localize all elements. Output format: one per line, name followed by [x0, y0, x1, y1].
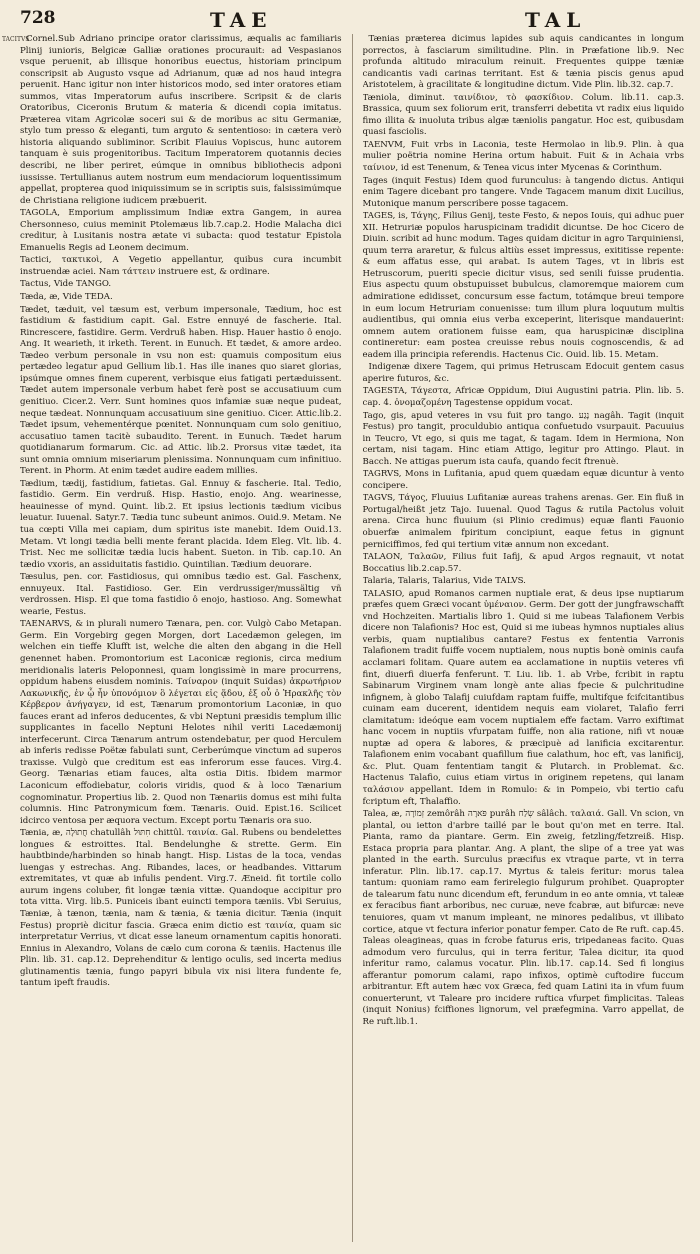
entry-paragraph: Talea, æ, זְמוֹרָה zemôrâh פֹּארָה purâh שְׂלַח sâlâch. ταλαιά. Gall. Vn scion, vn plantal, ou ietton d'arbre taillé par le bout qu'on met en terre. Ital. Pianta, ramo da piantare. Germ. Ein zweig, fetzling/fetzreiß. Hisp. Estaca propria para plantar. Ang. A plant, the slipe of a tree yat was planted in the earth. Surculus præcifus ex vtraque parte, vt in terra inferatur. Plin. lib.17. cap.17. Myrtus & taleis feritur: morus talea tantum: quoniam ramo eam ferirelegio fulgurum prohibet. Quapropter de talearum fatu nunc dicendum eft, ferundum in eo ante omnia, vt taleæ ex feracibus fiant arboribus, nec curuæ, neve fcabræ, aut bifurcæ: neve tenuiores, quam vt manum impleant, ne minores pedalibus, vt illibato cortice, atque vt fectura inferior ponatur femper. Cato de Re ruft. cap.45. Taleas oleagineas, quas in fcrobe faturus eris, tripedaneas facito. Quas admodum vero furculus, qui in terra feritur, Talea dicitur, ita quod inferitur ramo, calamus vocatur. Plin. lib.17. cap.14. Sed fi longius afferantur pomorum calami, rapo infixos, optimè cuftodire fuccum arbitrantur. Eft autem hæc vox Græca, fed quam Latini ita in vfum fuum conuerterunt, vt Taleare pro incidere ruftica vfurpet fimplicitas. Taleas (inquit Nonius) fciffiones lignorum, vel præfegmina. Varro appellat, de Re ruft.lib.1.	[362, 809, 684, 1027]
entry-paragraph: Tactici, τακτικοὶ, A Vegetio appellantur, quibus cura incumbit instruendæ aciei. Nam τάττειν instruere est, & ordinare.	[20, 255, 342, 277]
entry-paragraph: Tænia, æ, חֲתוּלָה chatullâh חִתּוּל chittûl. ταινία. Gal. Rubens ou bendelettes longues & estroittes. Ital. Bendelunghe & strette. Germ. Ein haubtbinde/harbinden so hinab hangt. Hisp. Listas de la toca, vendas luengas y estrechas. Ang. Ribandes, laces, or headbandes. Vittarum extremitates, vt quæ ab infulis pendent. Virg.7. Æneid. fit tortile collo aurum ingens coluber, fit longæ tænia vittæ. Quandoque accipitur pro tota vitta. Virg. lib.5. Puniceis ibant euincti tempora tæniis. Vbi Seruius, Tæniæ, à tænon, tænia, nam & tænia, & tænia dicitur. Tænia (inquit Festus) propriè dicitur fascia. Græca enim dictio est ταινία, quam sic interpretatur Verrius, vt dicat esse laneum ornamentum capitis honorati. Ennius in Alexandro, Volans de cælo cum corona & tæniis. Hactenus ille Plin. lib. 31. cap.12. Deprehenditur & lentigo oculis, sed incerta medius glutinamentis tænia, fungo papyri bibula vix nisi litera fundente fe, tantum ipeft fraudis.	[20, 828, 342, 989]
page-header	[20, 8, 684, 34]
entry-paragraph: Tænias præterea dicimus lapides sub aquis candicantes in longum porrectos, à fasciarum similitudine. Plin. in Præfatione lib.9. Nec profunda altitudo miraculum reinuit. Frequentes quippe tæniæ candicantis vadi carinas territant. Est & tænia piscis genus apud Aristotelem, à gracilitate & longitudine dictum. Vide Plin. lib.32. cap.7.	[362, 34, 684, 91]
entry-paragraph: TAGES, is, Τάγης, Filius Genij, teste Festo, & nepos Iouis, qui adhuc puer XII. Hetruriæ populos haruspicinam tradidit dicuntse. De hoc Cicero de Diuin. scribit ad hunc modum. Tages quidam dicitur in agro Tarquiniensi, quum terra araretur, & fulcus altiùs esset impressus, exititisse repente: & eum affatus esse, qui arabat. Is autem Tages, vt in libris est Hetruscorum, pueriti specie dicitur visus, sed senili fuisse prudentia. Eius aspectu quum obstupuisset bubulcus, clamoremque maiorem cum admiratione edidisset, concursum esse factum, totámque breui tempore in eum locum Hetruriam conuenisse: tum illum plura loquutum multis audientibus, qui omnia eius verba exceperint, literisque mandauerint: omnem autem orationem fuisse eam, qua haruspicinæ disciplina contineretur: eam postea creuisse rebus nouis cognoscendis, & ad eadem illa principia referendis. Hactenus Cic. Ouid. lib. 15. Metam.	[362, 211, 684, 360]
left-running-head: TAE	[210, 8, 273, 32]
entry-paragraph: TAENVM, Fuit vrbs in Laconia, teste Hermolao in lib.9. Plin. à qua mulier poëtria nomine Herina ortum habuit. Fuit & in Achaia vrbs ταίνιον, id est Tenenum, & Tenea vicus inter Mycenas & Corinthum.	[362, 139, 684, 174]
entry-paragraph: TALASIO, apud Romanos carmen nuptiale erat, & deus ipse nuptiarum præfes quem Græci vocant ὑμέναιον. Germ. Der gott der jungfrawschafft vnd Hochzeiten. Martialis libro 1. Quid si me iubeas Talafionem Verbis dicere non Talafionis? Hoc est, Quid si me iubeas hymnos nuptiales alius verbis, quam nuptialibus cantare? Festus ex fententia Varronis Talafionem tradit fuiffe vocem nuptialem, nous nuptis bonè ominis caufa acclamari folitam. Quare autem ea acclamatione in nuptiis veteres vfi fint, diuerfi diuerfa fenferunt. T. Liu. lib. 1. ab Vrbe, fcribit in raptu Sabinarum Virginem vnam longè ante alias fpecie & pulchritudine infignem, à globo Talafij cuiufdam raptam fuiffe, multifque fcifcitantibus cuinam eam ducerent, identidem nequis eam violaret, Talafio ferri clamitatum: ideóque eam vocem nuptialem effe factam. Varro exiftimat hanc vocem in nuptiis vfurpatam fuiffe, non alia ratione, nifi vt nouæ nuptæ ad opera & labores, & præcipuè ad lanificia excitarentur. Talafionem enim vocabant quafillum fiue calathum, hoc eft, vas lanificij, &c. Plut. Quam fententiam tangit & Plutarch. in Problemat. &c. Hactenus Talafio, cuius etiam virtus in originem repetens, qui lanam ταλάσιον appellant. Idem in Romulo: & in Pompeio, vbi tertio cafu fcriptum eft, Thalaffio.	[362, 588, 684, 807]
margin-note: TACITVS	[2, 36, 30, 43]
left-column	[20, 34, 342, 1242]
entry-paragraph: Cornel.Sub Adriano principe orator clarissimus, æqualis ac familiaris Plinij iunioris, Belgicæ Galliæ orationes procurauit: ad Vespasianos vsque peruenit, ab illisque honoribus euectus, historiam principum conscripsit ab Augusto vsque ad Adrianum, quæ ad nos haud integra peruenit. Hanc igitur non inter historicos modo, sed inter oratores etiam summos, vitas Imperatorum aufus inscribere. Scripsit & de claris Oratoribus, Ciceronis Brutum & materia & dicendi copia imitatus. Præterea vitam Agricolæ soceri sui & de moribus ac situ Germaniæ, stylo tum presso & eleganti, tum arguto & sententioso: in cætera verò historia aliquando subliminor. Scribit Flauius Vopiscus, hunc autorem tanquam è suis progenitoribus. Tacitum Imperatorem quotannis decies describi, ne liber periret, eúmque in omnibus bibliothecis adponi iussisse. Tertullianus autem nostrum eum mendaciorum loquentissimum appellat, propterea quod iniquissimum se in scriptis suis, falsissimúmque de Christiana religione iudicem præbuerit.	[20, 34, 342, 206]
column-divider	[352, 34, 353, 1242]
entry-paragraph: TAGOLA, Emporium amplissimum Indiæ extra Gangem, in aurea Chersonneso, cuius meminit Ptolemæus lib.7.cap.2. Hodie Malacha dici creditur, à Lusitanis nostra ætate vi subacta: quod testatur Epistola Emanuelis Regis ad Leonem decimum.	[20, 208, 342, 253]
entry-paragraph: Tæniola, diminut. ταινίδιον, τὸ φασκίδιον. Colum. lib.11. cap.3. Brassica, quum sex foliorum erit, transferri debetita vt radix eius liquido fimo illita & inuoluta tribus algæ tæniolis pangatur. Hoc est, quibusdam quasi fasciolis.	[362, 92, 684, 138]
entry-paragraph: TAGRVS, Mons in Lufitania, apud quem quædam equæ dicuntur à vento concipere.	[362, 469, 684, 491]
entry-paragraph: Tactus, Vide TANGO.	[20, 279, 112, 290]
entry-paragraph: Tædet, tæduit, vel tæsum est, verbum impersonale, Tædium, hoc est fastidium & fastidium capit. Gal. Estre ennuyé de fascherie. Ital. Rincrescere, fastidire. Germ. Verdruß haben. Hisp. Hauer hastio ô enojo. Ang. It wearieth, it irketh. Terent. in Eunuch. Et tædet, & amore ardeo. Tædeo verbum personale in vsu non est: quamuis compositum eius pertædeo legatur apud Gellium lib.1. Has ille inanes quo siaret glorias, ipsúmque omnes finem cuperent, verbisque eius fatigati pertæduissent. Tædet autem impersonale verbum habet ferè post se accusatiuum cum genitiuo. Cicer.2. Verr. Sunt homines quos infamiæ suæ neque pudeat, neque tædeat. Nonnunquam accusatiuum sine genitiuo. Cicer. Attic.lib.2. Tædet ipsum, vehementérque pœnitet. Nonnunquam cum solo genitiuo, accusatiuo tamen tacitè subaudito. Terent. in Eunuch. Tædet harum quotidianarum formarum. Cic. ad Attic. lib.2. Prorsus vitæ tædet, ita sunt omnia omnium miseriarum plenissima. Nonnunquam cum infinitiuo. Terent. in Phorm. At enim tædet audire eadem millies.	[20, 304, 342, 477]
entry-paragraph: Tages (inquit Festus) Idem quod furunculus: à tangendo dictus. Antiqui enim Tagere dicebant pro tangere. Vnde Tagacem manum dixit Lucilius, Mutonique manum perscribere posse tagacem.	[362, 175, 684, 209]
entry-paragraph: Tædium, tædij, fastidium, fatietas. Gal. Ennuy & fascherie. Ital. Tedio, fastidio. Germ. Ein verdruß. Hisp. Hastio, enojo. Ang. wearinesse, heauinesse of mynd. Quint. lib.2. Et ipsius lectionis tædium vicibus leuatur. Iuuenal. Satyr.7. Tædia tunc subeunt animos. Ouid.9. Metam. Ne tua cœpti Villa mei capiam, dum spiritus iste manebit. Idem Ouid.13. Metam. Vt longi tædia belli mente ferant placida. Idem Eleg. Vlt. lib. 4. Trist. Nec me sollicitæ tædia lucis habent. Sueton. in Tib. cap.10. An tædio vxoris, an assiduitatis fastidio. Quintilian. Tædium deuorare.	[20, 478, 342, 570]
entry-paragraph: Tæsulus, pen. cor. Fastidiosus, qui omnibus tædio est. Gal. Faschenx, ennuyeux. Ital. Fastidioso. Ger. Ein verdrussiger/mussältig vñ verdrossen. Hisp. El que toma fastidio ô enojo, hastioso. Ang. Somewhat wearie, Festus.	[20, 572, 342, 617]
page-number: 728	[20, 8, 56, 28]
entry-paragraph: Talaria, Talaris, Talarius, Vide TALVS.	[362, 576, 526, 587]
text-columns	[20, 34, 684, 1242]
entry-paragraph: Indigenæ dixere Tagem, qui primus Hetruscam Edocuit gentem casus aperire futuros, &c.	[362, 362, 684, 384]
entry-paragraph: TAENARVS, & in plurali numero Tænara, pen. cor. Vulgò Cabo Metapan. Germ. Ein Vorgebirg gegen Morgen, dort Lacedæmon gelegen, im welchen ein tieffe Klufft ist, welche die alten den abgang in die Hell genennet haben. Promontorium est Laconicæ regionis, circa medium meridionalis lateris Peloponnesi, quam longissimè in mare procurrens, oppidum habens eiusdem nominis. Ταίναρον (inquit Suidas) ἀκρωτήριον Λακωνικῆς, ἐν ᾧ ἦν ὑπονόμιον ὃ λέγεται εἰς ᾅδου, ἐξ οὗ ὁ Ἡρακλῆς τὸν Κέρβερον ἀνήγαγεν, id est, Tænarum promontorium Laconiæ, in quo fauces erant ad inferos deducentes, & vbi Neptuni præsidis templum illic supplicantes in facello Neptuni Helotes nihil veriti Lacedæmonij interfecerunt. Circa Tænarum antrum ostendebatur, per quod Herculem ab inferis redisse Poëtæ fabulati sunt, Cerberúmque vinctum ad superos traxisse. Vulgò que creditum est eas inferorum esse fauces. Virg.4. Georg. Tænarias etiam fauces, alta ostia Ditis. Ibidem marmor Laconicum effodiebatur, coloris viridis, quod & à loco Tænarium cognominatur. Propertius lib. 2. Quod non Tænariis domus est mihi fulta columnis. Hinc Patronymicum fœm. Tænaris. Ouid. Epist.16. Scilicet idcirco ventosa per æquora vectum. Except portu Tænaris ora suo.	[20, 619, 342, 826]
right-running-head: TAL	[525, 8, 587, 32]
entry-paragraph: Tago, gis, apud veteres in vsu fuit pro tango. נָגַע nagâh. Tagit (inquit Festus) pro tangit, proculdubio antiqua confuetudo vsurpauit. Pacuuius in Teucro, Vt ego, si quis me tagat, & tagam. Idem in Hermiona, Non certam, nisi tagam. Hinc etiam Attigo, legitur pro Attingo. Plaut. in Bacch. Ne attigas puerum ista caufa, quando fecit ftrenuè.	[362, 410, 684, 467]
right-column	[363, 34, 685, 1242]
entry-paragraph: TALAON, Ταλαῶν, Filius fuit Iafij, & apud Argos regnauit, vt notat Boccatius lib.2.cap.57.	[362, 552, 684, 574]
entry-paragraph: TAGESTA, Τάγεστα, Africæ Oppidum, Diui Augustini patria. Plin. lib. 5. cap. 4. ὀνομαζομένη Tagestense oppidum vocat.	[362, 386, 684, 408]
entry-paragraph: TAGVS, Τάγος, Fluuius Lufitaniæ aureas trahens arenas. Ger. Ein fluß in Portugal/heißt jetz Tajo. Iuuenal. Quod Tagus & rutila Pactolus voluit arena. Circa hunc fluuium (si Plinio credimus) equæ flanti Fauonio obuerfæ animalem fpiritum concipiunt, eaque fetus in gignunt perniciffimos, fed qui tertium vitæ annum non excedant.	[362, 493, 684, 550]
entry-paragraph: Tæda, æ, Vide TEDA.	[20, 292, 113, 303]
